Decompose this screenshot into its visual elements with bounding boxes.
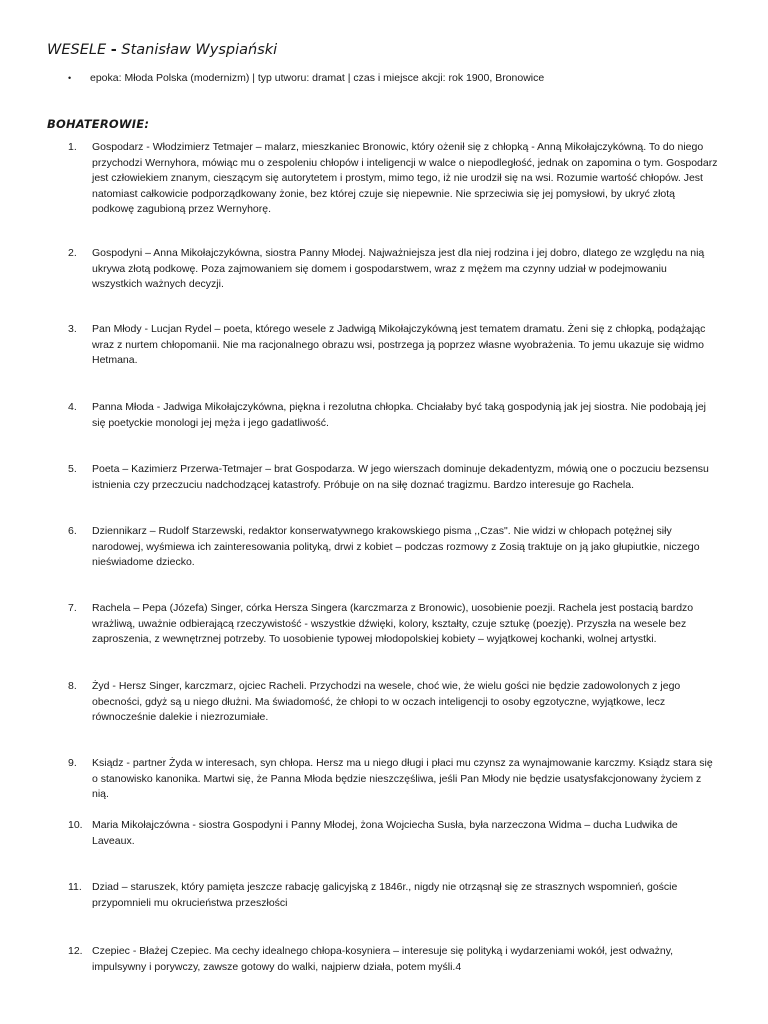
- list-item-text: Czepiec - Błażej Czepiec. Ma cechy idealnego chłopa-kosyniera – interesuje się polityką i wydarzeniami wokół, jest odważny, impulsywny i porywczy, zawsze gotowy do walki, najpierw działa, potem myśli.4: [92, 945, 674, 973]
- list-item-number: 2.: [68, 247, 77, 259]
- list-item-text: Ksiądz - partner Żyda w interesach, syn chłopa. Hersz ma u niego długi i płaci mu czynsz za wynajmowanie karczmy. Ksiądz stara się o stanowisko kanonika. Martwi się, że Panna Młoda będzie nieszczęśliwa, jeśli Pan Młody nie będzie usatysfakcjonowany życiem z nią.: [92, 757, 713, 800]
- meta-text: epoka: Młoda Polska (modernizm) | typ utworu: dramat | czas i miejsce akcji: rok 1900, Bronowice: [90, 72, 545, 84]
- list-item: [68, 756, 718, 803]
- list-item: [68, 818, 718, 849]
- list-item-number: 4.: [68, 401, 77, 413]
- list-item-text: Gospodarz - Włodzimierz Tetmajer – malarz, mieszkaniec Bronowic, który ożenił się z chłopką - Anną Mikołajczykówną. To do niego przychodzi Wernyhora, mówiąc mu o zespoleniu chłopów i inteligencji w walce o niepodległość, jednak on zapomina o tym. Gospodarz jest człowiekiem znanym, cieszącym się autorytetem i prostym, mimo tego, iż nie urodził się na wsi. Rozumie wartość chłopów. Jest natomiast całkowicie podporządkowany żonie, bez której czuje się niepewnie. Nie sprzeciwia się jej pomysłowi, by ukryć złotą podkowę zagubioną przez Wernyhorę.: [92, 141, 718, 215]
- section-heading: BOHATEROWIE:: [47, 117, 150, 131]
- list-item-number: 8.: [68, 680, 77, 692]
- list-item-text: Rachela – Pepa (Józefa) Singer, córka Hersza Singera (karczmarza z Bronowic), uosobienie poezji. Rachela jest postacią bardzo wrażliwą, uważnie odbierającą rzeczywistość - wszystkie dźwięki, kolory, kształty, czuje sztukę (poezję). Przyszła na wesele bez zaproszenia, z wewnętrznej potrzeby. To uosobienie typowej młodopolskiej kobiety – wyjątkowej kochanki, wolnej artystki.: [92, 602, 694, 645]
- list-item: [68, 880, 718, 911]
- title-dash: -: [110, 42, 117, 58]
- list-item: [68, 400, 718, 431]
- meta-bullet-line: [68, 71, 544, 85]
- list-item: [68, 462, 718, 493]
- list-item-text: Gospodyni – Anna Mikołajczykówna, siostra Panny Młodej. Najważniejsza jest dla niej rodzina i jej dobro, dlatego ze względu na nią ukrywa złotą podkowę. Poza zajmowaniem się domem i gospodarstwem, wraz z mężem ma czynny udział w podejmowaniu wszystkich ważnych decyzji.: [92, 247, 705, 290]
- list-item-number: 10.: [68, 819, 83, 831]
- list-item: [68, 679, 718, 726]
- list-item: [68, 140, 718, 218]
- document-title: [47, 42, 277, 58]
- list-item-number: 12.: [68, 945, 83, 957]
- list-item-text: Maria Mikołajczówna - siostra Gospodyni i Panny Młodej, żona Wojciecha Susła, była narzeczona Widma – ducha Ludwika de Laveaux.: [92, 819, 678, 847]
- list-item-text: Pan Młody - Lucjan Rydel – poeta, którego wesele z Jadwigą Mikołajczykówną jest tematem dramatu. Żeni się z chłopką, podążając wraz z nurtem chłopomanii. Nie ma racjonalnego obrazu wsi, postrzega ją poprzez własne wyobrażenia. To jemu ukazuje się widmo Hetmana.: [92, 323, 706, 366]
- list-item-text: Żyd - Hersz Singer, karczmarz, ojciec Racheli. Przychodzi na wesele, choć wie, że wielu gości nie będzie zadowolonych z jego obecności, gdyż są u niego dłużni. Ma świadomość, że chłopi to w oczach inteligencji to osoby egzotyczne, wyjątkowe, lecz równocześnie dalekie i niezrozumiałe.: [92, 680, 681, 723]
- bullet-icon: •: [68, 73, 72, 83]
- list-item-text: Poeta – Kazimierz Przerwa-Tetmajer – brat Gospodarza. W jego wierszach dominuje dekadentyzm, mówią one o poczuciu bezsensu istnienia czy przeczuciu nadchodzącej katastrofy. Próbuje on na siłę doznać tragizmu. Bardzo interesuje go Rachela.: [92, 463, 709, 491]
- list-item: [68, 246, 718, 293]
- list-item-number: 1.: [68, 141, 77, 153]
- list-item-number: 5.: [68, 463, 77, 475]
- list-item-number: 6.: [68, 525, 77, 537]
- title-main: WESELE: [47, 42, 107, 58]
- list-item-number: 7.: [68, 602, 77, 614]
- list-item: [68, 322, 718, 369]
- title-author: Stanisław Wyspiański: [121, 42, 278, 58]
- list-item-number: 11.: [68, 881, 82, 893]
- list-item: [68, 944, 718, 975]
- list-item-number: 3.: [68, 323, 77, 335]
- list-item-text: Dziad – staruszek, który pamięta jeszcze rabację galicyjską z 1846r., nigdy nie otrząsnął się ze strasznych wspomnień, goście przypomnieli mu okrucieństwa przeszłości: [92, 881, 678, 909]
- list-item-number: 9.: [68, 757, 77, 769]
- list-item-text: Dziennikarz – Rudolf Starzewski, redaktor konserwatywnego krakowskiego pisma ,,Czas". Nie widzi w chłopach potężnej siły narodowej, wyśmiewa ich zainteresowania polityką, drwi z kobiet – podczas rozmowy z Zosią traktuje on ją jako głupiutkie, niczego nieświadome dziecko.: [92, 525, 700, 568]
- list-item-text: Panna Młoda - Jadwiga Mikołajczykówna, piękna i rezolutna chłopka. Chciałaby być taką gospodynią jak jej siostra. Nie podobają jej się poetyckie monologi jej męża i jego gadatliwość.: [92, 401, 707, 429]
- list-item: [68, 524, 718, 571]
- list-item: [68, 601, 718, 648]
